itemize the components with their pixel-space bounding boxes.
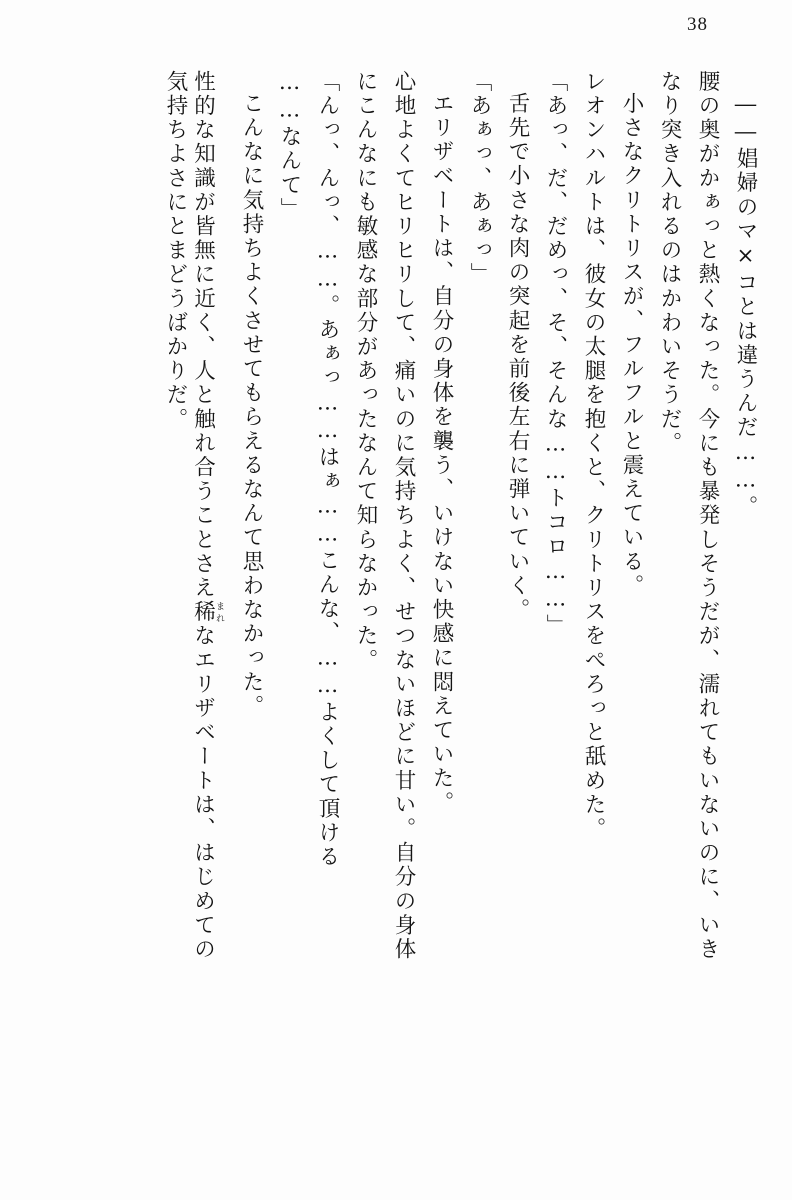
text-line: なり突き入れるのはかわいそうだ。 <box>657 70 682 456</box>
ruby-line-before: 性的な知識が皆無に近く、人と触れ合うことさえ <box>190 70 216 601</box>
text-line: レオンハルトは、彼女の太腿を抱くと、クリトリスをぺろっと舐めた。 <box>581 70 606 842</box>
text-line: 小さなクリトリスが、フルフルと震えている。 <box>619 92 644 599</box>
ruby-line-after: なエリザベートは、はじめての <box>190 624 216 962</box>
text-line: こんなに気持ちよくさせてもらえるなんて思わなかった。 <box>239 92 264 719</box>
text-line: 「あぁっ、あぁっ」 <box>467 70 492 287</box>
page-number: 38 <box>687 14 708 35</box>
text-line: ……なんて」 <box>277 70 302 222</box>
text-line: 腰の奥がかぁっと熱くなった。今にも暴発しそうだが、濡れてもいないのに、いき <box>695 70 720 962</box>
text-line: 「んっ、んっ、……。あぁっ……はぁ……こんな、……よくして頂ける <box>315 70 340 870</box>
text-line: エリザベートは、自分の身体を襲う、いけない快感に悶えていた。 <box>429 92 454 815</box>
text-line: 「あっ、だ、だめっ、そ、そんな……トコロ……」 <box>543 70 568 639</box>
ruby-annotation <box>190 600 224 625</box>
text-line: にこんなにも敏感な部分があったなんて知らなかった。 <box>353 70 378 673</box>
ruby-text: まれ <box>214 600 224 625</box>
text-line-with-ruby <box>186 70 224 1152</box>
text-line: ――娼婦のマ×コとは違うんだ……。 <box>733 92 758 520</box>
vertical-text-body <box>36 70 756 1152</box>
text-line: 舌先で小さな肉の突起を前後左右に弾いていく。 <box>505 92 530 623</box>
ruby-base: 稀 <box>190 600 216 625</box>
text-line: 気持ちよさにとまどうばかりだ。 <box>163 70 188 432</box>
text-line: 心地よくてヒリヒリして、痛いのに気持ちよく、せつないほどに甘い。自分の身体 <box>391 70 416 962</box>
